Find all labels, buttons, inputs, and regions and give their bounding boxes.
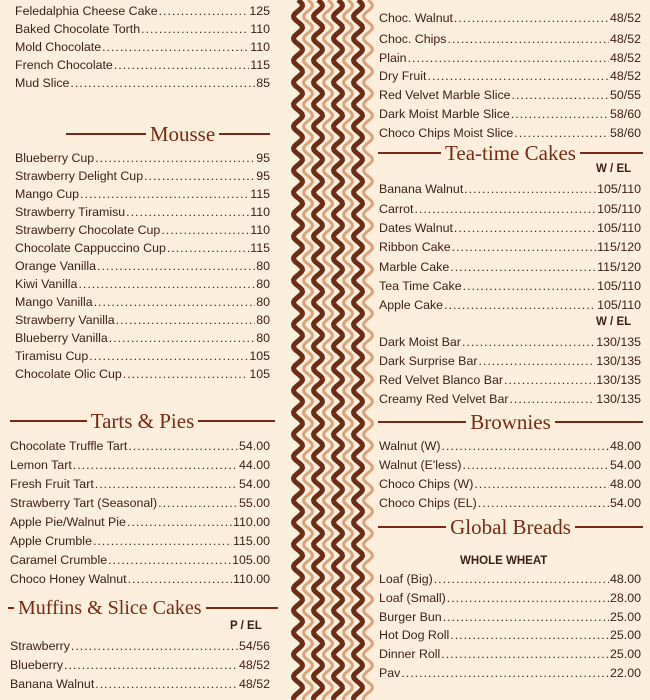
wave-stripe: [304, 0, 313, 700]
item-name: Lemon Tart: [10, 458, 72, 472]
item-price: 25.00: [609, 610, 641, 624]
item-name: Red Velvet Blanco Bar: [379, 373, 503, 387]
item-price: 115/120: [597, 240, 641, 254]
menu-item: [379, 494, 641, 512]
menu-item: [379, 437, 641, 455]
menu-item: [15, 167, 270, 185]
item-name: Choco Chips (W): [379, 477, 474, 491]
item-price: 125: [249, 4, 270, 18]
column-header: P / EL: [230, 620, 262, 632]
item-price: 48/52: [238, 658, 270, 672]
item-price: 105: [249, 349, 270, 363]
item-name: Tiramisu Cup: [15, 349, 89, 363]
item-name: Dark Moist Marble Slice: [379, 107, 510, 121]
item-name: Red Velvet Marble Slice: [379, 88, 511, 102]
menu-item: [10, 675, 270, 693]
item-name: Strawberry Chocolate Cup: [15, 223, 161, 237]
menu-item: [379, 105, 641, 123]
item-price: 115.00: [233, 534, 270, 548]
item-price: 80: [256, 277, 270, 291]
menu-item: [379, 86, 641, 104]
wavy-divider: [290, 0, 378, 700]
item-price: 115/120: [597, 260, 641, 274]
section-heading-brownies: [378, 408, 643, 436]
item-price: 115: [250, 58, 270, 72]
item-price: 110: [250, 223, 270, 237]
item-price: 115: [250, 187, 270, 201]
item-name: Loaf (Big): [379, 572, 433, 586]
item-price: 48/52: [609, 69, 641, 83]
item-name: Mud Slice: [15, 76, 70, 90]
item-name: Banana Walnut: [379, 182, 464, 196]
item-name: Strawberry Vanilla: [15, 313, 115, 327]
item-name: Dinner Roll: [379, 647, 441, 661]
menu-item: [15, 185, 270, 203]
column-header: W / EL: [596, 316, 632, 328]
menu-item: [379, 67, 641, 85]
menu-item: [379, 608, 641, 626]
menu-item: [379, 570, 641, 588]
item-name: Blueberry: [10, 658, 64, 672]
item-name: Dark Surprise Bar: [379, 354, 478, 368]
item-price: 28.00: [609, 591, 641, 605]
menu-item: [15, 257, 270, 275]
item-name: Banana Walnut: [10, 677, 95, 691]
item-price: 110: [250, 40, 270, 54]
item-price: 110: [250, 22, 270, 36]
menu-item: [15, 221, 270, 239]
menu-item: [15, 365, 270, 383]
menu-item: [379, 390, 641, 408]
item-price: 110: [250, 205, 270, 219]
section-title: Global Breads: [450, 514, 571, 539]
menu-item: [15, 347, 270, 365]
menu-item: [379, 258, 641, 276]
item-name: Orange Vanilla: [15, 259, 97, 273]
item-price: 54.00: [609, 458, 641, 472]
wave-stripe: [334, 0, 343, 700]
section-title: Tarts & Pies: [90, 408, 195, 433]
item-price: 48.00: [609, 477, 641, 491]
section-heading-mousse: [15, 120, 270, 148]
item-name: Dark Moist Bar: [379, 335, 461, 349]
menu-item: [10, 637, 270, 655]
item-price: 54.00: [609, 496, 641, 510]
menu-item: [15, 239, 270, 257]
menu-item: [379, 238, 641, 256]
item-name: Walnut (E'less): [379, 458, 462, 472]
item-price: 44.00: [238, 458, 270, 472]
item-name: Mango Vanilla: [15, 295, 93, 309]
wave-stripe: [314, 0, 323, 700]
menu-item: [379, 333, 641, 351]
item-name: Tea Time Cake: [379, 279, 462, 293]
item-name: Marble Cake: [379, 260, 450, 274]
item-name: Mango Cup: [15, 187, 80, 201]
menu-item: [379, 456, 641, 474]
item-price: 105/110: [597, 202, 641, 216]
item-name: Strawberry: [10, 639, 70, 653]
item-name: Apple Cake: [379, 298, 444, 312]
item-price: 95: [256, 151, 270, 165]
item-price: 25.00: [609, 628, 641, 642]
section-heading-breads: [378, 513, 643, 541]
item-price: 105/110: [597, 182, 641, 196]
item-price: 80: [256, 259, 270, 273]
item-name: Caramel Crumble: [10, 553, 108, 567]
section-heading-tarts: [10, 407, 275, 435]
menu-item: [379, 219, 641, 237]
menu-item: [15, 2, 270, 20]
item-name: Plain: [379, 51, 407, 65]
item-name: Choc. Chips: [379, 32, 447, 46]
menu-item: [15, 329, 270, 347]
item-price: 105/110: [597, 298, 641, 312]
menu-item: [379, 200, 641, 218]
item-name: Strawberry Tiramisu: [15, 205, 126, 219]
section-title: Mousse: [149, 121, 216, 146]
item-name: Chocolate Truffle Tart: [10, 439, 128, 453]
item-price: 110.00: [233, 572, 270, 586]
menu-item: [10, 551, 270, 569]
wave-stripe: [354, 0, 363, 700]
section-heading-muffins: [8, 594, 278, 622]
item-price: 95: [256, 169, 270, 183]
item-name: Dry Fruit: [379, 69, 427, 83]
menu-item: [10, 475, 270, 493]
item-price: 54.00: [238, 439, 270, 453]
item-name: Fresh Fruit Tart: [10, 477, 94, 491]
menu-item: [379, 645, 641, 663]
menu-item: [379, 30, 641, 48]
menu-item: [15, 149, 270, 167]
item-price: 115: [250, 241, 270, 255]
menu-item: [10, 494, 270, 512]
menu-item: [10, 456, 270, 474]
item-name: Burger Bun: [379, 610, 442, 624]
item-price: 80: [256, 331, 270, 345]
item-name: Ribbon Cake: [379, 240, 451, 254]
section-title: Brownies: [470, 409, 551, 434]
item-price: 105.00: [232, 553, 270, 567]
item-name: Kiwi Vanilla: [15, 277, 78, 291]
item-name: Loaf (Small): [379, 591, 446, 605]
item-price: 105: [249, 367, 270, 381]
item-price: 110.00: [233, 515, 270, 529]
menu-item: [15, 293, 270, 311]
item-price: 48/52: [609, 11, 641, 25]
section-title: Muffins & Slice Cakes: [18, 596, 202, 619]
item-price: 105/110: [597, 221, 641, 235]
item-price: 80: [256, 295, 270, 309]
column-header: W / EL: [596, 163, 632, 175]
menu-item: [10, 532, 270, 550]
item-name: Chocolate Cappuccino Cup: [15, 241, 166, 255]
menu-item: [379, 9, 641, 27]
item-name: Pav: [379, 666, 401, 680]
item-price: 48/52: [609, 51, 641, 65]
item-price: 58/60: [609, 107, 641, 121]
item-name: Choc. Walnut: [379, 11, 453, 25]
item-name: French Chocolate: [15, 58, 113, 72]
item-name: Choco Chips Moist Slice: [379, 126, 514, 140]
menu-item: [379, 371, 641, 389]
wave-stripe: [294, 0, 303, 700]
item-name: Walnut (W): [379, 439, 441, 453]
item-name: Chocolate Olic Cup: [15, 367, 122, 381]
item-price: 58/60: [609, 126, 641, 140]
item-name: Choco Chips (EL): [379, 496, 477, 510]
menu-item: [10, 437, 270, 455]
item-price: 85: [256, 76, 270, 90]
menu-item: [10, 570, 270, 588]
item-name: Apple Pie/Walnut Pie: [10, 515, 126, 529]
menu-item: [379, 589, 641, 607]
item-price: 48.00: [609, 572, 641, 586]
item-name: Dates Walnut: [379, 221, 453, 235]
item-name: Blueberry Cup: [15, 151, 95, 165]
menu-item: [15, 20, 270, 38]
menu-item: [379, 626, 641, 644]
menu-item: [379, 664, 641, 682]
item-name: Carrot: [379, 202, 414, 216]
item-price: 50/55: [609, 88, 641, 102]
item-price: 48/52: [609, 32, 641, 46]
item-name: Apple Crumble: [10, 534, 92, 548]
menu-item: [10, 656, 270, 674]
subheader: WHOLE WHEAT: [460, 555, 548, 567]
item-name: Blueberry Vanilla: [15, 331, 108, 345]
menu-item: [15, 56, 270, 74]
menu-item: [379, 277, 641, 295]
wave-stripe: [364, 0, 373, 700]
item-price: 55.00: [238, 496, 270, 510]
section-title: Tea-time Cakes: [445, 140, 576, 165]
menu-item: [379, 296, 641, 314]
item-name: Baked Chocolate Torth: [15, 22, 141, 36]
menu-item: [379, 49, 641, 67]
item-name: Feledalphia Cheese Cake: [15, 4, 158, 18]
wave-stripe: [344, 0, 353, 700]
menu-item: [379, 180, 641, 198]
menu-item: [15, 311, 270, 329]
item-price: 54.00: [238, 477, 270, 491]
item-price: 130/135: [596, 335, 641, 349]
menu-item: [379, 475, 641, 493]
item-name: Choco Honey Walnut: [10, 572, 127, 586]
item-price: 105/110: [597, 279, 641, 293]
item-price: 130/135: [596, 373, 641, 387]
menu-item: [15, 38, 270, 56]
menu-item: [10, 513, 270, 531]
item-name: Creamy Red Velvet Bar: [379, 392, 509, 406]
item-price: 22.00: [609, 666, 641, 680]
item-name: Strawberry Tart (Seasonal): [10, 496, 158, 510]
item-price: 48.00: [609, 439, 641, 453]
item-price: 48/52: [238, 677, 270, 691]
item-price: 130/135: [596, 392, 641, 406]
item-price: 130/135: [596, 354, 641, 368]
menu-item: [15, 275, 270, 293]
menu-item: [15, 74, 270, 92]
item-price: 25.00: [609, 647, 641, 661]
item-name: Mold Chocolate: [15, 40, 102, 54]
wave-stripe: [324, 0, 333, 700]
menu-item: [15, 203, 270, 221]
item-price: 54/56: [238, 639, 270, 653]
item-name: Hot Dog Roll: [379, 628, 450, 642]
item-price: 80: [256, 313, 270, 327]
item-name: Strawberry Delight Cup: [15, 169, 144, 183]
menu-item: [379, 352, 641, 370]
